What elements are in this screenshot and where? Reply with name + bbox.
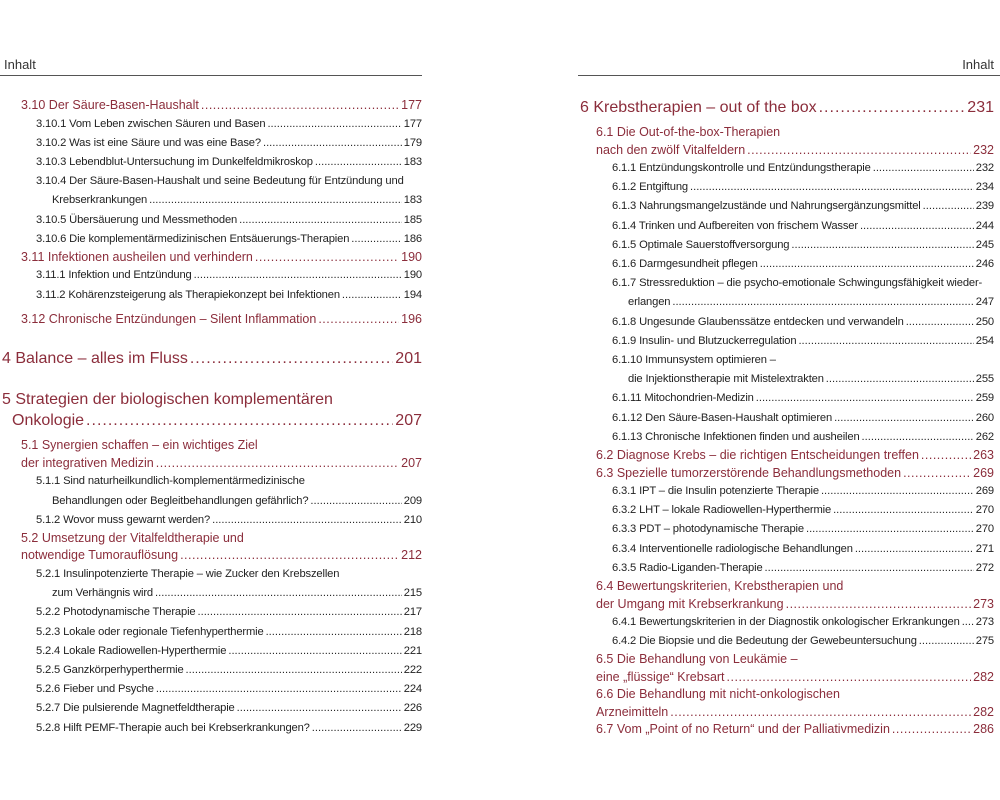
toc-entry[interactable]: 6.1.9 Insulin- und Blutzuckerregulation ..... 254 (580, 332, 994, 351)
toc-entry[interactable]: 3.11.1 Infektion und Entzündung ..... 190 (14, 266, 422, 285)
toc-entry[interactable]: 6.4 Bewertungskriterien, Krebstherapien und der Umgang mit Krebserkrankung ..... 273 (580, 578, 994, 613)
toc-entry[interactable]: 6.6 Die Behandlung mit nicht-onkologischen Arzneimitteln ..... 282 (580, 686, 994, 721)
toc-entry[interactable]: 6.1 Die Out-of-the-box-Therapien nach den zwölf Vitalfeldern ..... 232 (580, 124, 994, 159)
toc-entry[interactable]: 6.3.2 LHT – lokale Radiowellen-Hyperthermie ..... 270 (580, 501, 994, 520)
toc-chapter[interactable]: 6 Krebstherapien – out of the box ..... 231 (580, 97, 994, 118)
toc-entry[interactable]: 6.3.1 IPT – die Insulin potenzierte Therapie ..... 269 (580, 482, 994, 501)
toc-entry[interactable]: 6.3.4 Interventionelle radiologische Behandlungen ..... 271 (580, 540, 994, 559)
toc-entry[interactable]: 5.2.8 Hilft PEMF-Therapie auch bei Krebserkrankungen? ..... 229 (14, 719, 422, 738)
toc-entry[interactable]: 3.11.2 Kohärenzsteigerung als Therapiekonzept bei Infektionen ..... 194 (14, 286, 422, 305)
toc-entry[interactable]: 6.3 Spezielle tumorzerstörende Behandlungsmethoden ..... 269 (580, 465, 994, 483)
toc-entry[interactable]: 3.11 Infektionen ausheilen und verhindern ..... 190 (14, 249, 422, 267)
toc-entry[interactable]: 3.10.6 Die komplementärmedizinischen Entsäuerungs-Therapien ..... 186 (14, 230, 422, 249)
toc-entry[interactable]: 5.2.2 Photodynamische Therapie ..... 217 (14, 603, 422, 622)
toc-entry[interactable]: 5.1 Synergien schaffen – ein wichtiges Ziel der integrativen Medizin ..... 207 (14, 437, 422, 472)
toc-entry[interactable]: 6.1.5 Optimale Sauerstoffversorgung ..... 245 (580, 236, 994, 255)
toc-entry[interactable]: 3.12 Chronische Entzündungen – Silent Inflammation ..... 196 (14, 311, 422, 329)
toc-entry[interactable]: 6.5 Die Behandlung von Leukämie – eine „flüssige“ Krebsart ..... 282 (580, 651, 994, 686)
toc-entry[interactable]: 6.1.4 Trinken und Aufbereiten von frischem Wasser ..... 244 (580, 217, 994, 236)
toc-entry[interactable]: 6.1.11 Mitochondrien-Medizin ..... 259 (580, 389, 994, 408)
toc-entry[interactable]: 6.1.7 Stressreduktion – die psycho-emotionale Schwingungsfähigkeit wieder- erlangen ..... 247 (580, 274, 994, 312)
toc-entry[interactable]: 5.1.2 Wovor muss gewarnt werden? ..... 210 (14, 511, 422, 530)
toc-entry[interactable]: 3.10.5 Übersäuerung und Messmethoden ..... 185 (14, 211, 422, 230)
left-running-header: Inhalt (4, 57, 36, 72)
spacer (14, 328, 422, 348)
toc-entry[interactable]: 6.1.8 Ungesunde Glaubenssätze entdecken und verwandeln ..... 250 (580, 313, 994, 332)
toc-entry[interactable]: 6.1.6 Darmgesundheit pflegen ..... 246 (580, 255, 994, 274)
toc-entry[interactable]: 5.2 Umsetzung der Vitalfeldtherapie und notwendige Tumorauflösung ..... 212 (14, 530, 422, 565)
toc-entry[interactable]: 6.1.2 Entgiftung ..... 234 (580, 178, 994, 197)
toc-entry[interactable]: 3.10 Der Säure-Basen-Haushalt ..... 177 (14, 97, 422, 115)
toc-entry[interactable]: 6.1.13 Chronische Infektionen finden und ausheilen ..... 262 (580, 428, 994, 447)
right-page (578, 0, 1000, 800)
toc-entry[interactable]: 3.10.1 Vom Leben zwischen Säuren und Basen ..... 177 (14, 115, 422, 134)
toc-chapter[interactable]: 5 Strategien der biologischen komplementären Onkologie ..... 207 (2, 389, 422, 431)
toc-entry[interactable]: 5.2.6 Fieber und Psyche ..... 224 (14, 680, 422, 699)
toc-entry[interactable]: 5.2.3 Lokale oder regionale Tiefenhyperthermie ..... 218 (14, 623, 422, 642)
toc-entry[interactable]: 3.10.4 Der Säure-Basen-Haushalt und seine Bedeutung für Entzündung und Krebserkrankungen ..... 183 (14, 172, 422, 210)
toc-entry[interactable]: 3.10.2 Was ist eine Säure und was eine Base? ..... 179 (14, 134, 422, 153)
left-page (0, 0, 430, 800)
toc-entry[interactable]: 6.1.3 Nahrungsmangelzustände und Nahrungsergänzungsmittel ..... 239 (580, 197, 994, 216)
toc-entry[interactable]: 6.1.10 Immunsystem optimieren – die Injektionstherapie mit Mistelextrakten ..... 255 (580, 351, 994, 389)
toc-entry[interactable]: 6.4.2 Die Biopsie und die Bedeutung der Gewebeuntersuchung ..... 275 (580, 632, 994, 651)
toc-entry[interactable]: 5.2.1 Insulinpotenzierte Therapie – wie Zucker den Krebszellen zum Verhängnis wird ..... 215 (14, 565, 422, 603)
right-running-header: Inhalt (962, 57, 994, 72)
right-header-rule (578, 75, 1000, 76)
toc-entry[interactable]: 5.1.1 Sind naturheilkundlich-komplementärmedizinische Behandlungen oder Begleitbehandlungen gefährlich? ..... 209 (14, 472, 422, 510)
toc-entry[interactable]: 3.10.3 Lebendblut-Untersuchung im Dunkelfeldmikroskop ..... 183 (14, 153, 422, 172)
toc-entry[interactable]: 6.4.1 Bewertungskriterien in der Diagnostik onkologischer Erkrankungen ..... 273 (580, 613, 994, 632)
toc-chapter[interactable]: 4 Balance – alles im Fluss ..... 201 (2, 348, 422, 369)
spacer (14, 369, 422, 389)
left-header-rule (0, 75, 422, 76)
right-toc (580, 97, 994, 739)
toc-entry[interactable]: 6.1.1 Entzündungskontrolle und Entzündungstherapie ..... 232 (580, 159, 994, 178)
toc-entry[interactable]: 6.1.12 Den Säure-Basen-Haushalt optimieren ..... 260 (580, 409, 994, 428)
left-toc (2, 97, 422, 738)
toc-entry[interactable]: 6.3.5 Radio-Liganden-Therapie ..... 272 (580, 559, 994, 578)
toc-entry[interactable]: 5.2.5 Ganzkörperhyperthermie ..... 222 (14, 661, 422, 680)
toc-entry[interactable]: 5.2.7 Die pulsierende Magnetfeldtherapie ..... 226 (14, 699, 422, 718)
toc-entry[interactable]: 5.2.4 Lokale Radiowellen-Hyperthermie ..... 221 (14, 642, 422, 661)
toc-entry[interactable]: 6.3.3 PDT – photodynamische Therapie ..... 270 (580, 520, 994, 539)
toc-entry[interactable]: 6.2 Diagnose Krebs – die richtigen Entscheidungen treffen ..... 263 (580, 447, 994, 465)
toc-entry[interactable]: 6.7 Vom „Point of no Return“ und der Palliativmedizin ..... 286 (580, 721, 994, 739)
